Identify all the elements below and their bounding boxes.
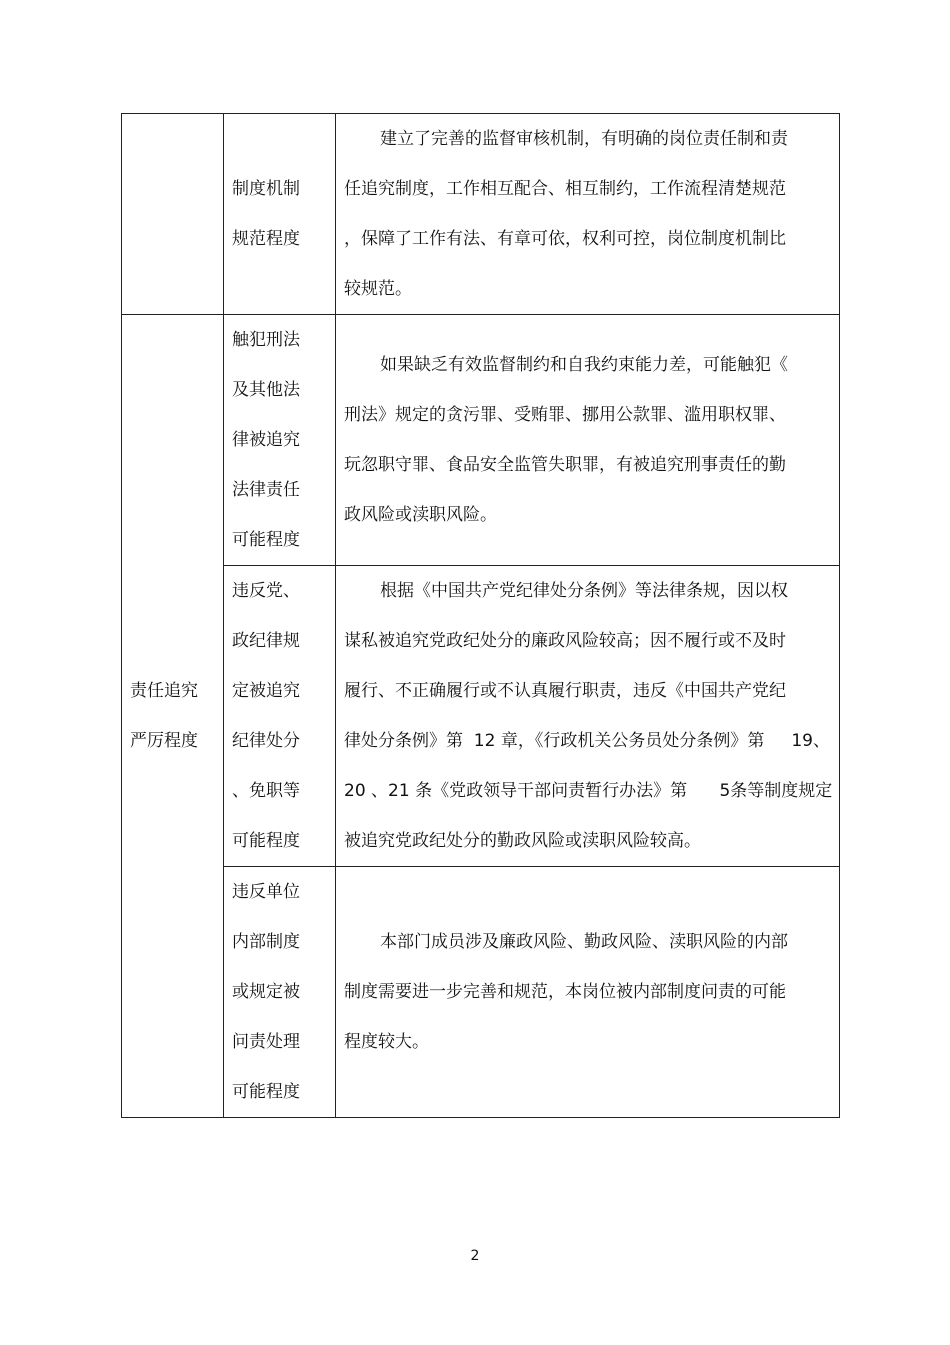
item-cell bbox=[224, 867, 336, 1118]
item-line: 、免职等 bbox=[232, 781, 300, 801]
description-line: 建立了完善的监督审核机制，有明确的岗位责任制和责 bbox=[380, 129, 788, 149]
table-row bbox=[122, 566, 840, 867]
item-cell bbox=[224, 315, 336, 566]
item-line: 制度机制 bbox=[232, 179, 300, 199]
category-line: 严厉程度 bbox=[130, 731, 198, 751]
item-line: 政纪律规 bbox=[232, 631, 300, 651]
description-line: 制度需要进一步完善和规范，本岗位被内部制度问责的可能 bbox=[344, 982, 786, 1002]
item-line: 定被追究 bbox=[232, 681, 300, 701]
description-line: 刑法》规定的贪污罪、受贿罪、挪用公款罪、滥用职权罪、 bbox=[344, 405, 786, 425]
risk-assessment-table bbox=[121, 113, 840, 1118]
table-row bbox=[122, 114, 840, 315]
item-line: 可能程度 bbox=[232, 1082, 300, 1102]
category-cell bbox=[122, 315, 224, 1118]
item-line: 触犯刑法 bbox=[232, 330, 300, 350]
description-cell bbox=[336, 315, 840, 566]
item-line: 可能程度 bbox=[232, 831, 300, 851]
item-cell bbox=[224, 114, 336, 315]
description-line: 谋私被追究党政纪处分的廉政风险较高；因不履行或不及时 bbox=[344, 631, 786, 651]
item-line: 违反党、 bbox=[232, 581, 300, 601]
description-line: 被追究党政纪处分的勤政风险或渎职风险较高。 bbox=[344, 831, 701, 851]
category-cell-empty bbox=[122, 114, 224, 315]
description-cell bbox=[336, 114, 840, 315]
item-line: 内部制度 bbox=[232, 932, 300, 952]
description-line: 政风险或渎职风险。 bbox=[344, 505, 497, 525]
item-line: 或规定被 bbox=[232, 982, 300, 1002]
description-line: 如果缺乏有效监督制约和自我约束能力差，可能触犯《 bbox=[380, 355, 788, 375]
item-cell bbox=[224, 566, 336, 867]
item-line: 法律责任 bbox=[232, 480, 300, 500]
item-line: 及其他法 bbox=[232, 380, 300, 400]
description-line: 任追究制度，工作相互配合、相互制约，工作流程清楚规范 bbox=[344, 179, 786, 199]
item-line: 规范程度 bbox=[232, 229, 300, 249]
description-cell bbox=[336, 566, 840, 867]
description-line: ，保障了工作有法、有章可依，权利可控，岗位制度机制比 bbox=[344, 229, 786, 249]
description-line: 履行、不正确履行或不认真履行职责，违反《中国共产党纪 bbox=[344, 681, 786, 701]
item-line: 可能程度 bbox=[232, 530, 300, 550]
item-line: 违反单位 bbox=[232, 882, 300, 902]
description-line: 本部门成员涉及廉政风险、勤政风险、渎职风险的内部 bbox=[380, 932, 788, 952]
description-line: 较规范。 bbox=[344, 279, 412, 299]
description-line: 程度较大。 bbox=[344, 1032, 429, 1052]
description-line: 律处分条例》第 12 章，《行政机关公务员处分条例》第 19、 bbox=[344, 731, 830, 751]
item-line: 问责处理 bbox=[232, 1032, 300, 1052]
item-line: 纪律处分 bbox=[232, 731, 300, 751]
description-line: 玩忽职守罪、食品安全监管失职罪，有被追究刑事责任的勤 bbox=[344, 455, 786, 475]
page-number: 2 bbox=[470, 1248, 480, 1264]
table-row bbox=[122, 867, 840, 1118]
table-row bbox=[122, 315, 840, 566]
description-cell bbox=[336, 867, 840, 1118]
description-line: 根据《中国共产党纪律处分条例》等法律条规，因以权 bbox=[380, 581, 788, 601]
description-line: 20 、21 条《党政领导干部问责暂行办法》第 5条等制度规定 bbox=[344, 781, 833, 801]
item-line: 律被追究 bbox=[232, 430, 300, 450]
category-line: 责任追究 bbox=[130, 681, 198, 701]
